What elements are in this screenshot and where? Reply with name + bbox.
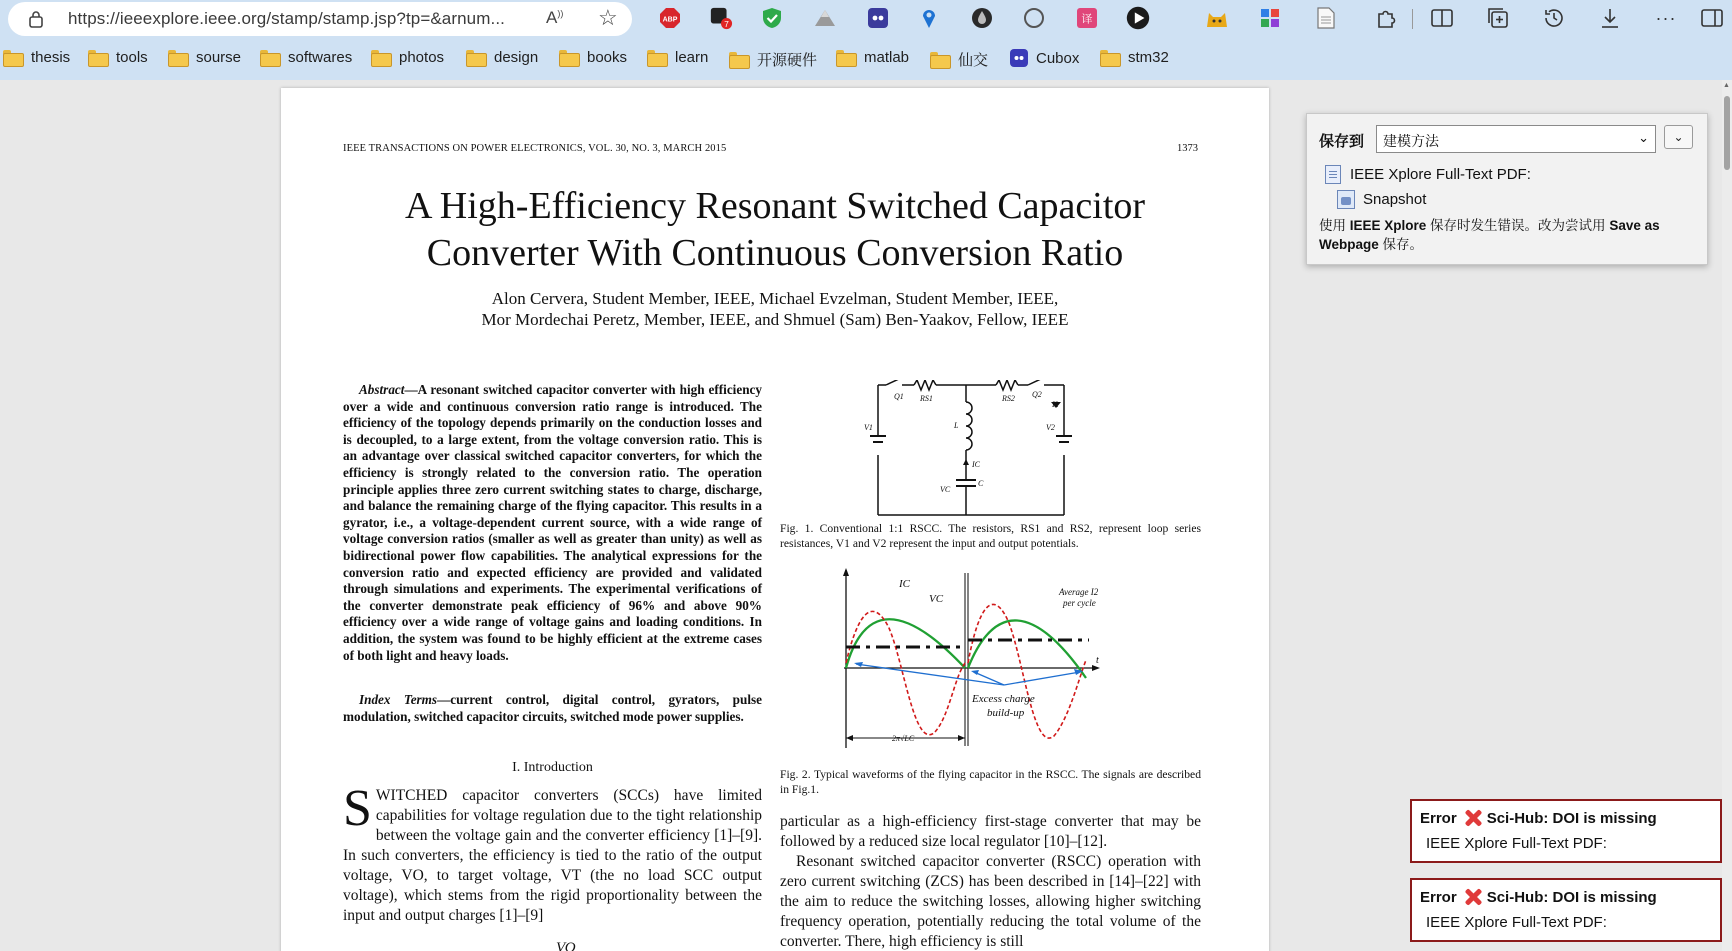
folder-icon <box>836 50 855 65</box>
scrollbar-thumb[interactable] <box>1724 96 1730 170</box>
bookmark-tools[interactable] <box>88 49 148 66</box>
bookmarks-bar <box>0 36 1732 80</box>
saved-item-pdf-label: IEEE Xplore Full-Text PDF: <box>1350 166 1531 183</box>
right-column-text <box>780 812 1201 951</box>
label-v1: V1 <box>864 423 873 432</box>
folder-icon <box>1100 50 1119 65</box>
grid-extension-icon[interactable] <box>1258 6 1282 30</box>
toast-subtext: IEEE Xplore Full-Text PDF: <box>1426 835 1607 852</box>
bookmark-books[interactable] <box>559 49 627 66</box>
abstract-body: —A resonant switched capacitor converter with high efficiency over a wide and continuous conversion ratio range is introduced. The efficiency of the topology depends primarily on the conduction losses and is decoupled, to a large extent, from the voltage conversion ratio. This is an advantage over classical switched capacitor converters, for which the efficiency is strongly related to the conversion ratio. The operation principle applies three zero current switching states to charge, discharge, and balance the remaining charge of the flying capacitor. This results in a gyrator, i.e., a voltage-dependent current source, with a wide range of voltage conversion ratios (smaller as well as greater than unity) as well as bidirectional power flow capabilities. The analytical expressions for the conversion ratio and expected efficiency are provided and validated through simulations and experiments. The experimental verifications of the converter demonstrate peak efficiency of 96% and above 90% efficiency over a wide range of voltage gains and loading conditions. In addition, the system was found to be highly efficient at the extreme cases of both light and heavy loads. <box>343 382 762 663</box>
circle-extension-icon[interactable] <box>1022 6 1046 30</box>
error-translator: IEEE Xplore <box>1349 218 1427 233</box>
label-i2: I2 <box>1052 400 1059 409</box>
bookmark-label: stm32 <box>1128 49 1169 66</box>
fig1-caption: Fig. 1. Conventional 1:1 RSCC. The resistors, RS1 and RS2, represent loop series resistances, V1 and V2 represent the input and output potentials. <box>780 522 1201 550</box>
abp-label: ABP <box>662 16 678 24</box>
label-q1: Q1 <box>894 392 904 401</box>
error-toast[interactable] <box>1410 878 1722 942</box>
scrollbar-track[interactable] <box>1722 80 1732 951</box>
fig1-circuit-diagram <box>856 380 1086 520</box>
favorite-star-icon[interactable]: ☆ <box>598 5 618 30</box>
label-build-up: build-up <box>987 707 1025 719</box>
save-to-label: 保存到 <box>1319 133 1365 150</box>
label-rs1: RS1 <box>920 394 933 403</box>
folder-icon <box>729 52 748 67</box>
extension-badge-count: 7 <box>724 18 729 29</box>
bookmark-cubox[interactable] <box>1010 49 1079 67</box>
download-icon[interactable] <box>1598 6 1622 30</box>
expand-button[interactable]: ⌄ <box>1664 125 1693 149</box>
index-terms-body: —current control, digital control, gyrators, pulse modulation, switched capacitor circuits, switched mode power supplies. <box>343 692 763 724</box>
snapshot-icon <box>1337 190 1355 209</box>
toast-message: Sci-Hub: DOI is missing <box>1486 888 1657 906</box>
red-x-icon <box>1463 808 1483 828</box>
folder-icon <box>88 50 107 65</box>
authors-line-1: Alon Cervera, Student Member, IEEE, Michael Evzelman, Student Member, IEEE, <box>491 289 1059 308</box>
error-fallback: Save as Webpage <box>1319 218 1660 252</box>
collections-icon[interactable] <box>1486 6 1510 30</box>
bookmark-label: thesis <box>31 49 71 66</box>
document-icon[interactable] <box>1314 6 1338 30</box>
intro-paragraph <box>343 780 762 926</box>
abstract-lead: Abstract <box>359 382 405 397</box>
collection-select[interactable] <box>1376 125 1656 153</box>
folder-icon <box>466 50 485 65</box>
error-suffix: 保存。 <box>1378 237 1424 252</box>
folder-icon <box>371 50 390 65</box>
folder-icon <box>647 50 666 65</box>
bookmark-learn[interactable] <box>647 49 708 66</box>
right-para-2: Resonant switched capacitor converter (RSCC) operation with zero current switching (ZCS) has been described in [14]–[22] with the aim to reduce the switching losses, allowing higher switching frequency operation, potentially reducing the total volume of the converter. There, high efficiency is still <box>780 853 1201 950</box>
label-period: 2π√LC <box>892 734 915 743</box>
label-vc: VC <box>929 593 944 605</box>
cubox-icon <box>1010 49 1028 67</box>
right-para-1: particular as a high-efficiency first-stage converter that may be followed by a reduced size local regulator [10]–[12]. <box>780 813 1201 850</box>
adblock-plus-icon[interactable] <box>658 6 682 30</box>
toast-subtext: IEEE Xplore Full-Text PDF: <box>1426 914 1607 931</box>
authors-line-2: Mor Mordechai Peretz, Member, IEEE, and Shmuel (Sam) Ben-Yaakov, Fellow, IEEE <box>481 310 1069 329</box>
label-ic: IC <box>899 578 910 590</box>
saved-item-pdf <box>1325 165 1531 184</box>
lock-icon[interactable] <box>28 10 44 28</box>
toolbar-divider <box>1412 9 1413 29</box>
paper-authors <box>281 288 1269 330</box>
read-aloud-icon[interactable]: A)) <box>546 8 564 27</box>
running-head: IEEE TRANSACTIONS ON POWER ELECTRONICS, VOL. 30, NO. 3, MARCH 2015 <box>343 143 727 154</box>
fig2-caption: Fig. 2. Typical waveforms of the flying capacitor in the RSCC. The signals are described in Fig.1. <box>780 768 1201 796</box>
paper-title <box>281 183 1269 277</box>
dropcap: S <box>343 780 372 837</box>
folder-icon <box>260 50 279 65</box>
label-l: L <box>954 421 959 430</box>
bookmark-label: sourse <box>196 49 242 66</box>
index-terms <box>343 692 762 725</box>
ink-drop-icon[interactable] <box>970 6 994 30</box>
label-t: t <box>1096 655 1099 666</box>
folder-icon <box>559 50 578 65</box>
bookmark-thesis[interactable] <box>3 49 70 66</box>
bookmark-open-hardware[interactable] <box>729 49 817 70</box>
toast-header <box>1420 887 1657 907</box>
translate-icon[interactable] <box>1075 6 1099 30</box>
folder-icon <box>3 50 22 65</box>
section-heading: I. Introduction <box>512 760 593 775</box>
bookmark-label: photos <box>399 49 445 66</box>
saved-item-snapshot <box>1337 190 1426 209</box>
address-bar[interactable] <box>8 2 632 36</box>
pdf-page[interactable] <box>281 88 1269 951</box>
abstract <box>343 382 762 664</box>
translate-label: 译 <box>1081 12 1093 26</box>
mountain-extension-icon[interactable] <box>813 6 837 30</box>
bookmark-label: matlab <box>864 49 910 66</box>
intro-text: WITCHED capacitor converters (SCCs) have limited capabilities for voltage regulation due to the tight relationship between the voltage gain and the converter efficiency [1]–[9]. In such converters, the efficiency is tied to the ratio of the output voltage, VO, to target voltage, VT (the no load SCC output voltage), which stems from the rigid proportionality between the input and output charges [1]–[9] <box>343 787 762 924</box>
bookmark-matlab[interactable] <box>836 49 909 66</box>
bookmark-xianjiao[interactable] <box>930 49 988 70</box>
collection-value: 建模方法 <box>1383 133 1439 149</box>
split-screen-icon[interactable] <box>1430 6 1454 30</box>
extension-badge-icon[interactable] <box>709 6 733 30</box>
index-terms-lead: Index Terms <box>359 692 438 707</box>
folder-icon <box>930 52 949 67</box>
zotero-save-popup <box>1306 113 1708 265</box>
equation-fragment: VO <box>556 940 576 951</box>
bookmark-softwares[interactable] <box>260 49 352 66</box>
title-line-1: A High-Efficiency Resonant Switched Capacitor <box>404 185 1146 227</box>
bookmark-label: 开源硬件 <box>757 52 818 69</box>
saved-item-snapshot-label: Snapshot <box>1363 191 1427 208</box>
chevron-down-icon: ⌄ <box>1638 130 1649 145</box>
label-rs2: RS2 <box>1002 394 1015 403</box>
label-q2: Q2 <box>1032 390 1042 399</box>
toast-error-label: Error <box>1420 888 1457 906</box>
red-x-icon <box>1463 887 1483 907</box>
bookmark-label: learn <box>675 49 709 66</box>
page-number: 1373 <box>1177 143 1198 154</box>
bookmark-stm32[interactable] <box>1100 49 1169 66</box>
label-per-cycle: per cycle <box>1063 598 1096 608</box>
bookmark-design[interactable] <box>466 49 538 66</box>
save-error-message <box>1319 216 1699 254</box>
folder-icon <box>168 50 187 65</box>
sidebar-toggle-icon[interactable] <box>1700 6 1724 30</box>
error-toast[interactable] <box>1410 799 1722 863</box>
bookmark-label: books <box>587 49 628 66</box>
game-extension-icon[interactable] <box>866 6 890 30</box>
bookmark-photos[interactable] <box>371 49 444 66</box>
error-mid: 保存时发生错误。改为尝试用 <box>1426 218 1610 233</box>
shield-check-icon[interactable] <box>760 6 784 30</box>
play-circle-icon[interactable] <box>1126 6 1150 30</box>
fig2-waveform-plot <box>834 568 1124 753</box>
label-v2: V2 <box>1046 423 1055 432</box>
more-options-icon[interactable]: ··· <box>1655 7 1677 28</box>
toast-message: Sci-Hub: DOI is missing <box>1486 809 1657 827</box>
cat-extension-icon[interactable] <box>1205 6 1229 30</box>
location-pin-icon[interactable] <box>917 6 941 30</box>
label-excess-charge: Excess charge <box>972 693 1035 705</box>
bookmark-label: design <box>494 49 539 66</box>
label-average: Average I2 <box>1059 587 1099 597</box>
history-icon[interactable] <box>1542 6 1566 30</box>
bookmark-sourse[interactable] <box>168 49 241 66</box>
title-line-2: Converter With Continuous Conversion Ratio <box>426 232 1124 274</box>
error-prefix: 使用 <box>1319 218 1350 233</box>
bookmark-label: 仙交 <box>958 52 989 69</box>
toast-header <box>1420 808 1657 828</box>
label-vc: VC <box>940 485 951 494</box>
puzzle-extensions-icon[interactable] <box>1374 6 1398 30</box>
toast-error-label: Error <box>1420 809 1457 827</box>
bookmark-label: Cubox <box>1036 49 1080 67</box>
pdf-document-icon <box>1325 165 1341 184</box>
label-c: C <box>978 479 984 488</box>
bookmark-label: tools <box>116 49 148 66</box>
scroll-up-arrow-icon[interactable]: ▲ <box>1723 82 1730 89</box>
browser-toolbar <box>0 0 1732 36</box>
label-ic: IC <box>972 460 980 469</box>
url-text[interactable]: https://ieeexplore.ieee.org/stamp/stamp.jsp?tp=&arnum... <box>68 9 505 28</box>
bookmark-label: softwares <box>288 49 353 66</box>
